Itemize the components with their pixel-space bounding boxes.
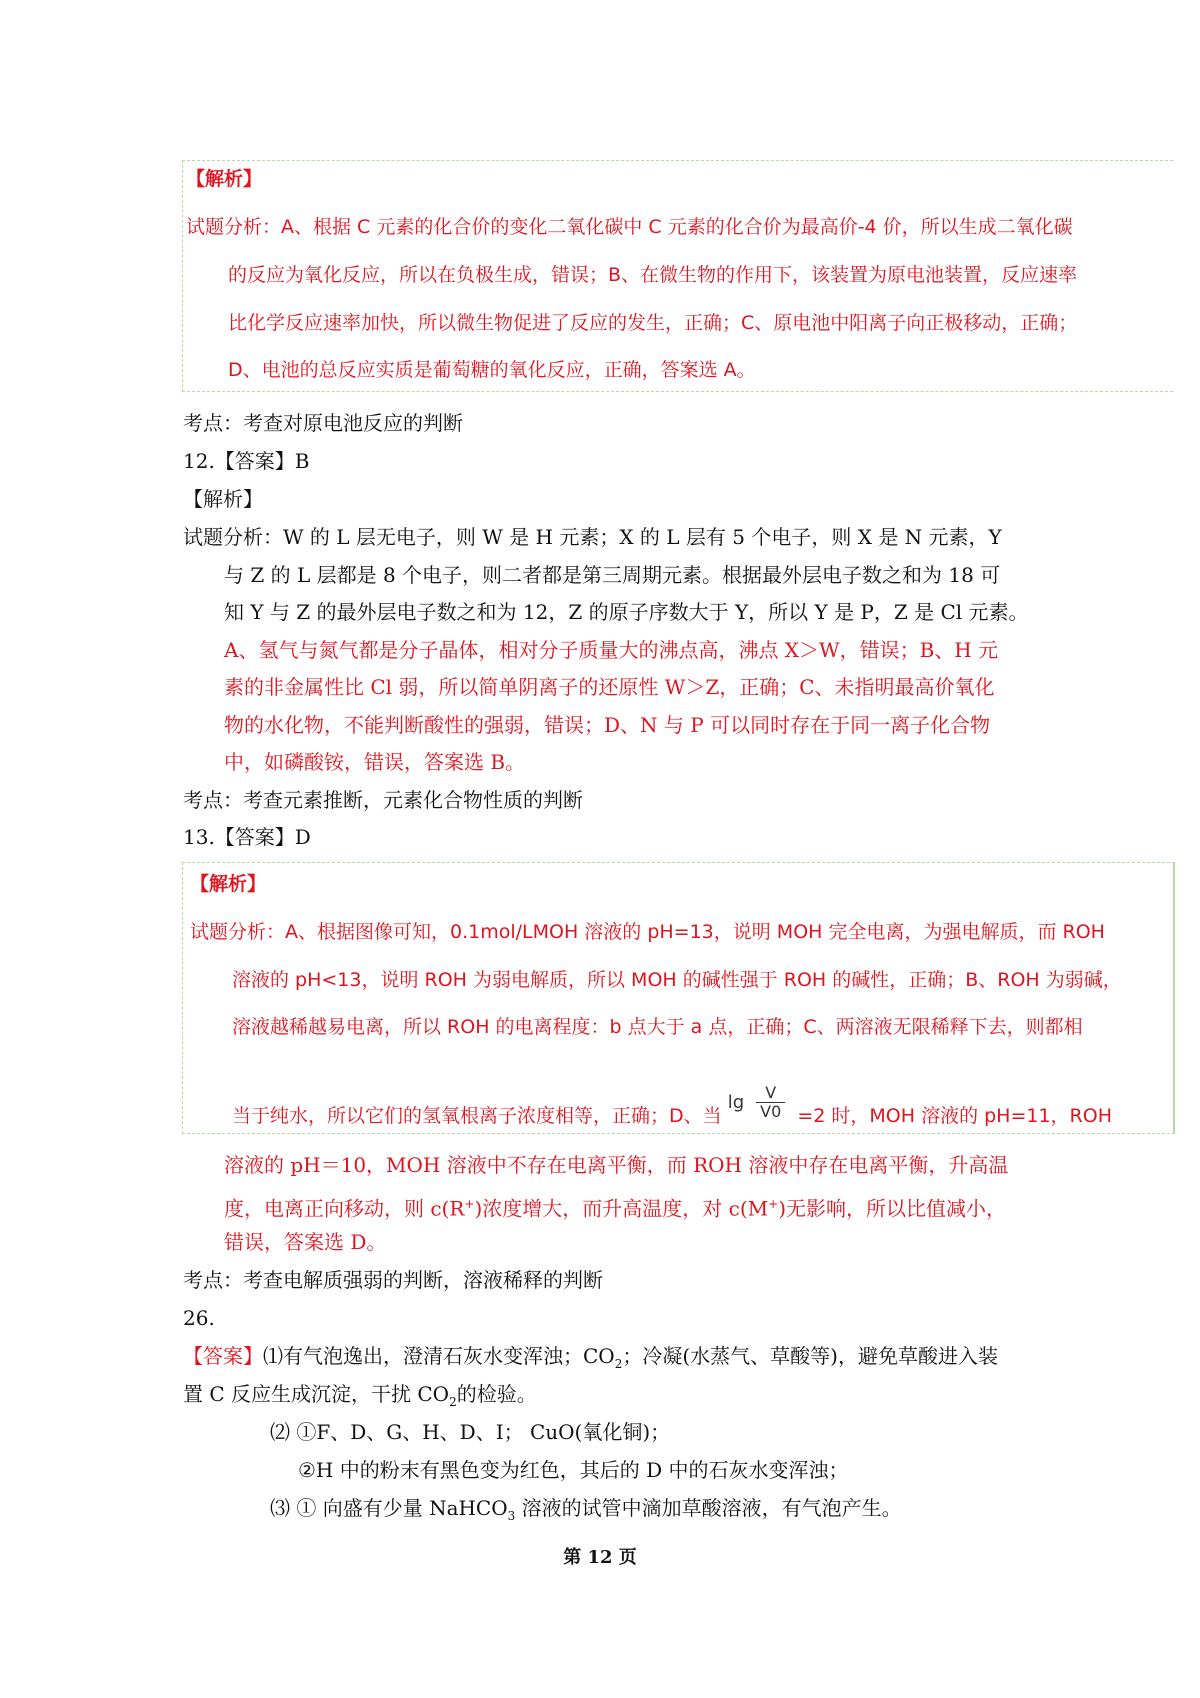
q13-analysis-box [182,862,1175,1134]
q13-box-line-4a: 当于纯水，所以它们的氢氧根离子浓度相等，正确；D、当 [232,1105,722,1127]
q13-box-line-4 [232,1083,1112,1135]
q12-analysis-line-1: 试题分析：W 的 L 层无电子，则 W 是 H 元素；X 的 L 层有 5 个电子，则 X 是 N 元素，Y [183,525,1002,549]
q26-answer-line-4: ②H 中的粉末有黑色变为红色，其后的 D 中的石灰水变浑浊； [298,1458,849,1482]
fraction-denominator: V0 [760,1102,782,1121]
subscript-2: 2 [449,1395,457,1409]
q13-cont-2a: 度，电离正向移动，则 c(R [224,1196,465,1221]
q12-analysis-line-4: A、氢气与氮气都是分子晶体，相对分子质量大的沸点高，沸点 X＞W，错误；B、H 元 [224,638,999,662]
superscript-plus: + [768,1197,779,1211]
q26-a1-part-b: ；冷凝(水蒸气、草酸等)，避免草酸进入装 [622,1344,998,1368]
q11-box-title: 【解析】 [186,168,263,190]
q12-analysis-line-2: 与 Z 的 L 层都是 8 个电子，则二者都是第三周期元素。根据最外层电子数之和为 18 可 [224,563,1001,587]
q26-a1-part-d: 的检验。 [456,1382,537,1406]
q11-exam-point: 考点：考查对原电池反应的判断 [183,411,463,435]
q26-answer-line-5 [270,1494,902,1530]
q13-box-line-4b: =2 时，MOH 溶液的 pH=11，ROH [797,1105,1112,1127]
q12-analysis-line-7: 中，如磷酸铵，错误，答案选 B。 [224,750,526,774]
q26-a3-part-a: ⑶ ① 向盛有少量 NaHCO [270,1496,508,1520]
q13-continue-line-1: 溶液的 pH＝10，MOH 溶液中不存在电离平衡，而 ROH 溶液中存在电离平衡，升高温 [224,1153,1009,1177]
q13-box-line-3: 溶液越稀越易电离，所以 ROH 的电离程度：b 点大于 a 点，正确；C、两溶液无限稀释下去，则都相 [232,1016,1083,1038]
q12-answer: 12.【答案】B [183,449,310,473]
q13-cont-2b: )浓度增大，而升高温度，对 c(M [474,1196,769,1221]
page-footer: 第 12 页 [563,1547,637,1568]
q26-answer-line-2 [183,1380,537,1416]
q26-a3-part-b: 溶液的试管中滴加草酸溶液，有气泡产生。 [515,1496,902,1520]
q13-exam-point: 考点：考查电解质强弱的判断，溶液稀释的判断 [183,1268,603,1292]
q13-box-line-1: 试题分析：A、根据图像可知，0.1mol/LMOH 溶液的 pH=13，说明 MOH 完全电离，为强电解质，而 ROH [190,921,1105,943]
subscript-2: 2 [614,1357,623,1371]
fraction-numerator: V [756,1084,785,1103]
q13-box-title: 【解析】 [190,873,267,895]
formula-lg: lg [727,1091,745,1113]
q11-box-line-2: 的反应为氧化反应，所以在负极生成，错误；B、在微生物的作用下，该装置为原电池装置，反应速率 [228,264,1078,286]
q26-a1-part-c: 置 C 反应生成沉淀，干扰 CO [183,1382,450,1406]
q26-answer-line-1 [183,1342,998,1378]
q26-answer-label: 【答案】 [183,1344,263,1368]
q13-answer: 13.【答案】D [183,825,311,849]
q12-analysis-line-3: 知 Y 与 Z 的最外层电子数之和为 12，Z 的原子序数大于 Y，所以 Y 是 P，Z 是 Cl 元素。 [224,600,1029,624]
q12-analysis-line-6: 物的水化物，不能判断酸性的强弱，错误；D、N 与 P 可以同时存在于同一离子化合物 [224,713,991,737]
q13-cont-2c: )无影响，所以比值减小， [778,1196,1007,1221]
q13-continue-line-2 [224,1190,1006,1223]
q12-analysis-line-5: 素的非金属性比 Cl 弱，所以简单阴离子的还原性 W＞Z，正确；C、未指明最高价氧化 [224,675,995,699]
q26-a1-part-a: ⑴有气泡逸出，澄清石灰水变浑浊；CO [263,1344,615,1368]
subscript-3: 3 [507,1509,516,1523]
q13-box-line-2: 溶液的 pH<13，说明 ROH 为弱电解质，所以 MOH 的碱性强于 ROH 的碱性，正确；B、ROH 为弱碱， [232,969,1122,991]
q11-box-line-1: 试题分析：A、根据 C 元素的化合价的变化二氧化碳中 C 元素的化合价为最高价-4 价，所以生成二氧化碳 [186,216,1073,238]
formula-fraction [756,1084,785,1121]
q26-answer-line-3: ⑵ ①F、D、G、H、D、I； CuO(氧化铜)； [270,1420,671,1444]
q13-continue-line-3: 错误，答案选 D。 [224,1230,387,1254]
q12-jiexi-label: 【解析】 [183,487,263,511]
q11-box-line-4: D、电池的总反应实质是葡萄糖的氧化反应，正确，答案选 A。 [228,359,756,381]
q11-box-line-3: 比化学反应速率加快，所以微生物促进了反应的发生，正确；C、原电池中阳离子向正极移动，正确； [228,312,1078,334]
superscript-plus: + [464,1197,475,1211]
q12-exam-point: 考点：考查元素推断，元素化合物性质的判断 [183,788,583,812]
q26-number: 26. [183,1306,215,1330]
